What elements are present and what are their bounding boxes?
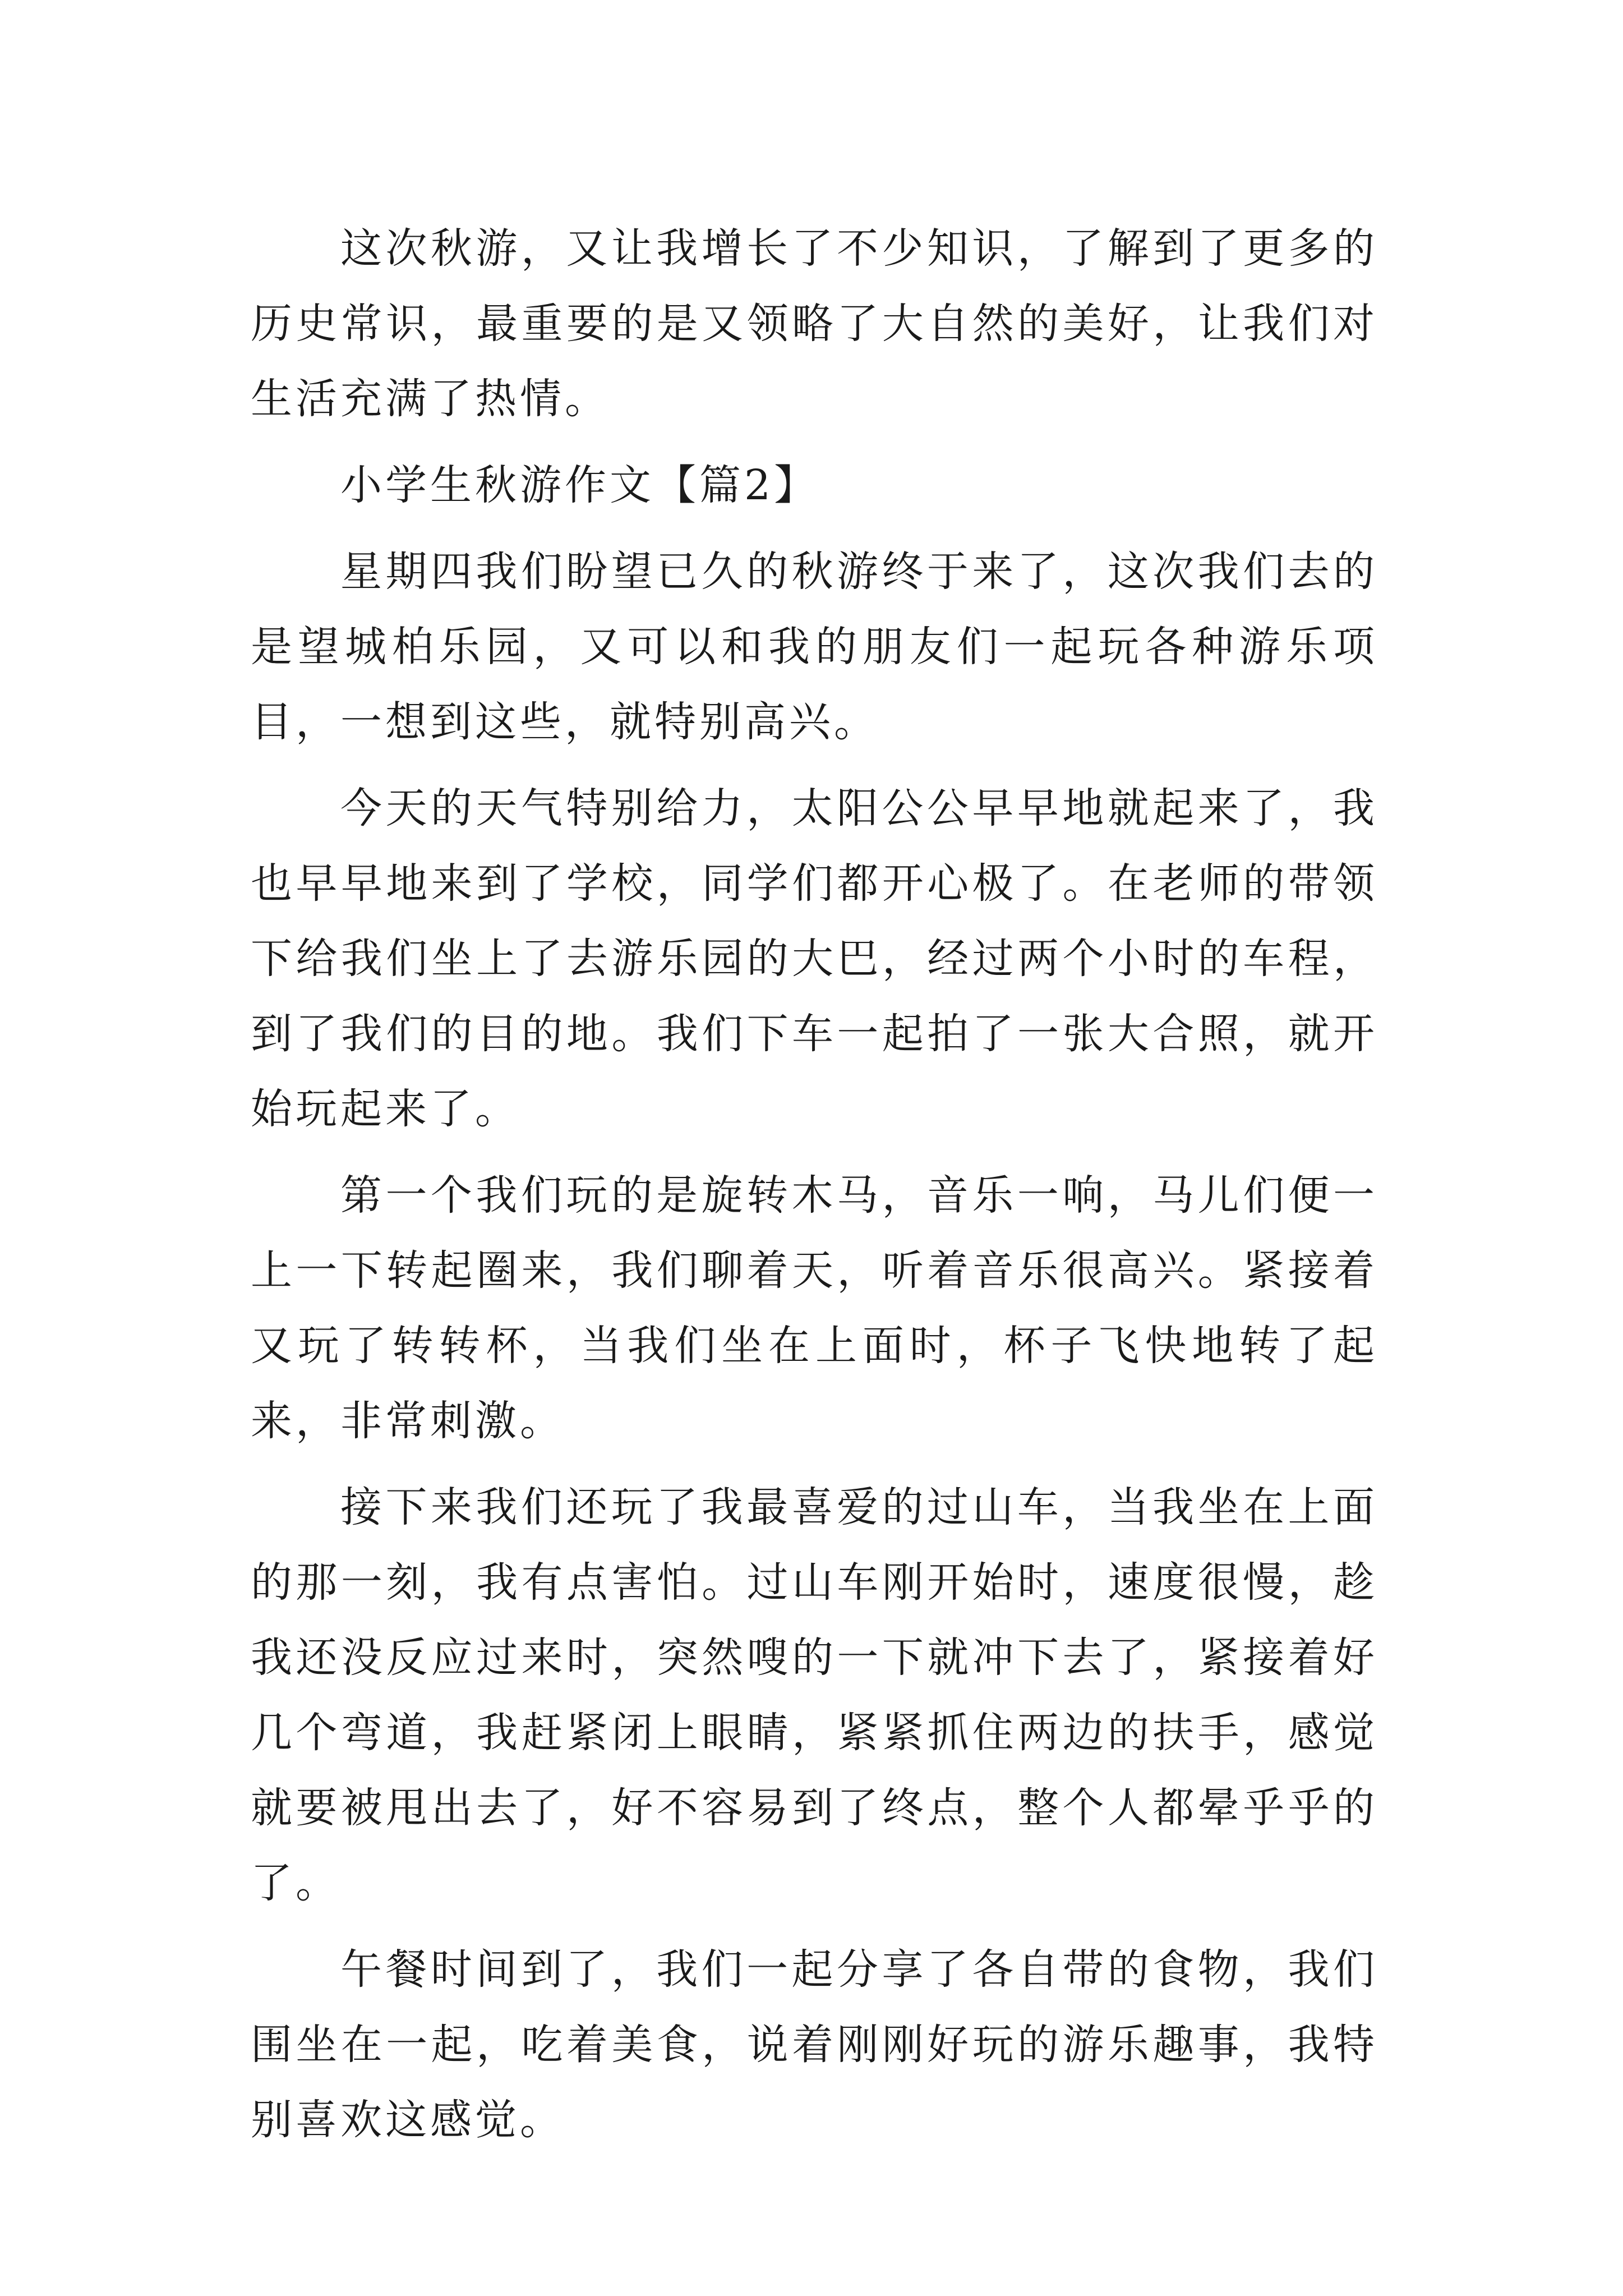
paragraph: 第一个我们玩的是旋转木马，音乐一响，马儿们便一上一下转起圈来，我们聊着天，听着音乐很高兴。紧接着又玩了转转杯，当我们坐在上面时，杯子飞快地转了起来，非常刺激。 <box>251 1171 1378 1445</box>
section-heading: 小学生秋游作文【篇2】 <box>340 461 819 509</box>
paragraph: 接下来我们还玩了我最喜爱的过山车，当我坐在上面的那一刻，我有点害怕。过山车刚开始时，速度很慢，趁我还没反应过来时，突然嗖的一下就冲下去了，紧接着好几个弯道，我赶紧闭上眼睛，紧紧抓住两边的扶手，感觉就要被甩出去了，好不容易到了终点，整个人都晕乎乎的了。 <box>251 1483 1378 1907</box>
paragraph: 午餐时间到了，我们一起分享了各自带的食物，我们围坐在一起，吃着美食，说着刚刚好玩的游乐趣事，我特别喜欢这感觉。 <box>251 1945 1378 2144</box>
paragraph: 星期四我们盼望已久的秋游终于来了，这次我们去的是望城柏乐园，又可以和我的朋友们一起玩各种游乐项目，一想到这些，就特别高兴。 <box>251 547 1378 746</box>
paragraph: 今天的天气特别给力，太阳公公早早地就起来了，我也早早地来到了学校，同学们都开心极了。在老师的带领下给我们坐上了去游乐园的大巴，经过两个小时的车程，到了我们的目的地。我们下车一起拍了一张大合照，就开始玩起来了。 <box>251 784 1378 1133</box>
document-body <box>251 211 1378 2157</box>
paragraph: 这次秋游，又让我增长了不少知识，了解到了更多的历史常识，最重要的是又领略了大自然的美好，让我们对生活充满了热情。 <box>251 224 1378 423</box>
